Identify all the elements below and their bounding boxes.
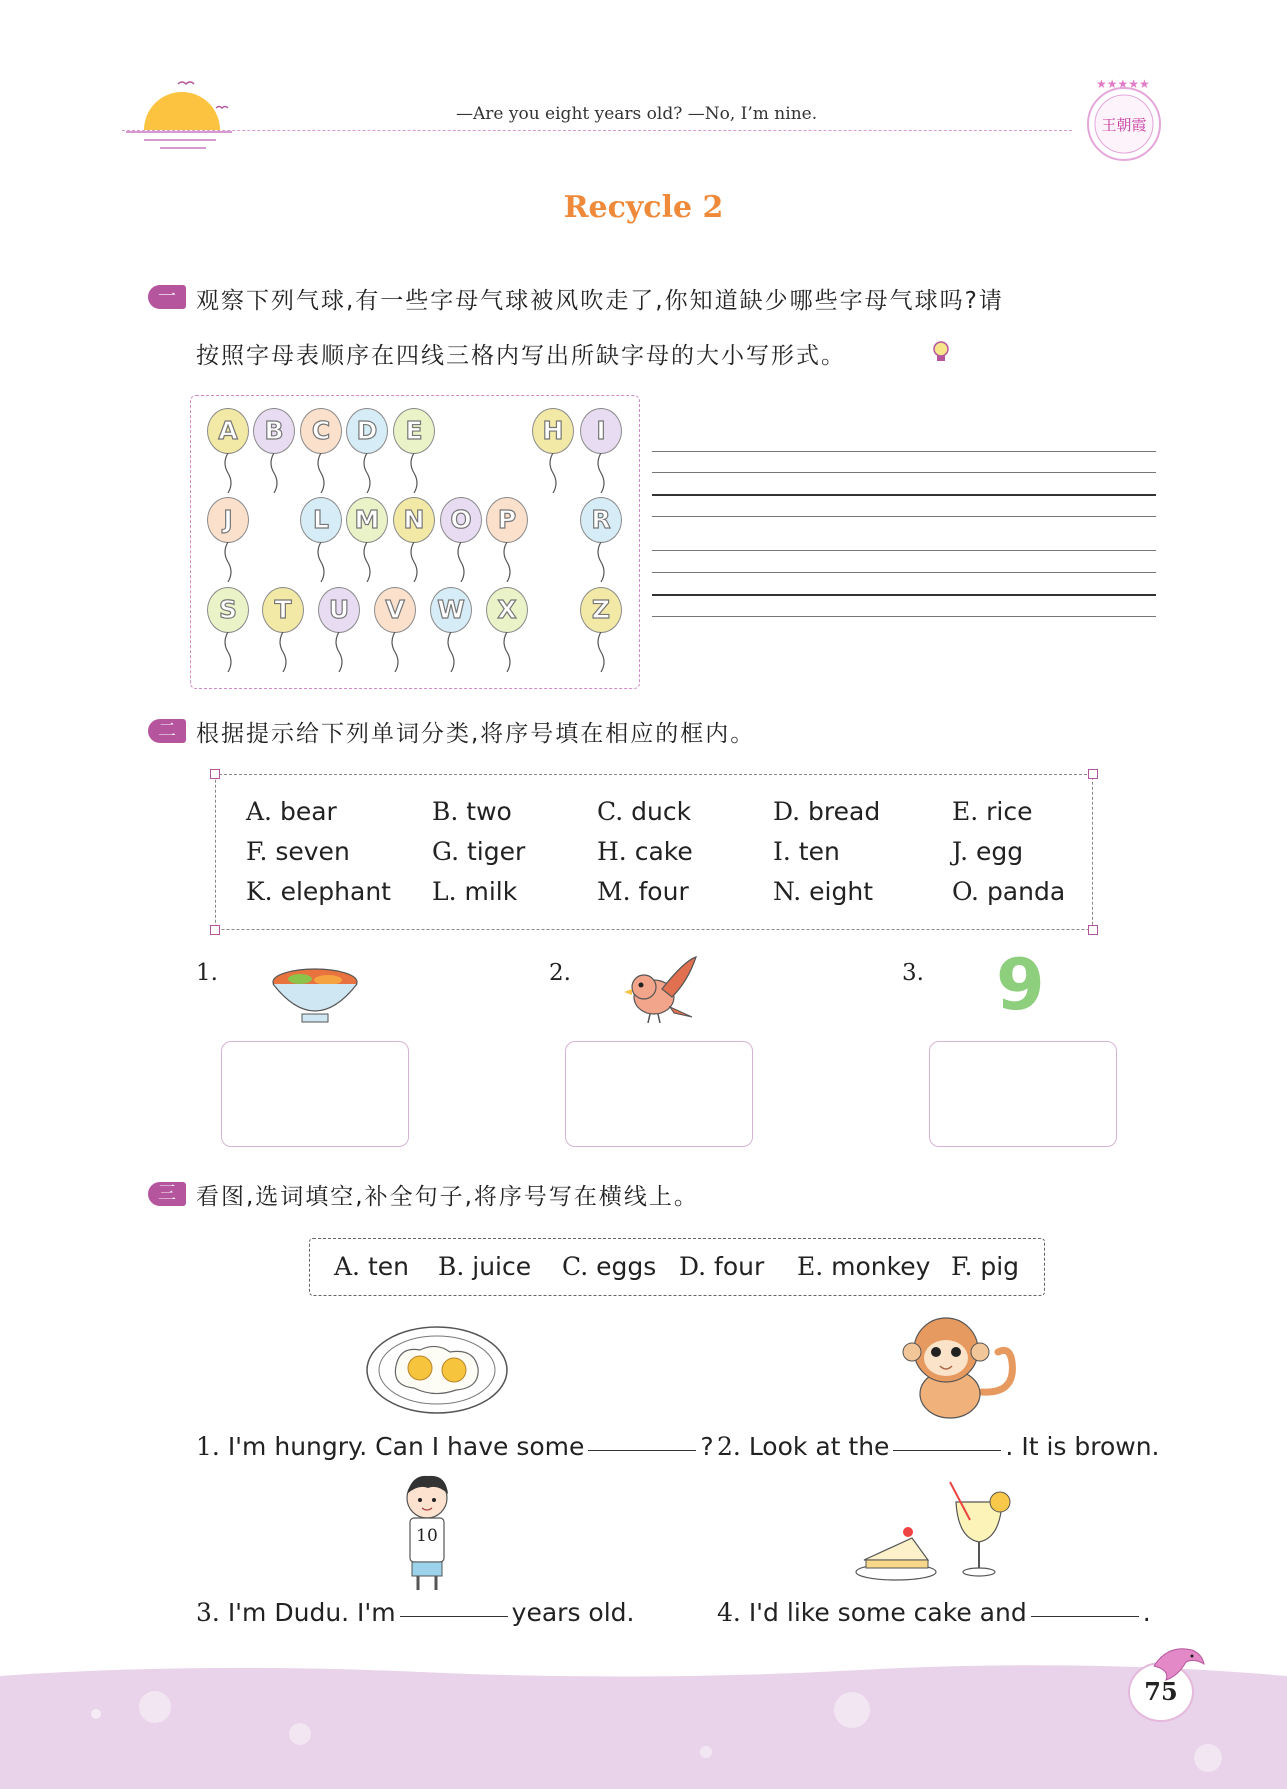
category-1-number: 1.: [196, 960, 218, 986]
word-option-eight: [773, 877, 873, 906]
balloon-string: [357, 453, 377, 493]
section-1-instruction-line-2: 按照字母表顺序在四线三格内写出所缺字母的大小写形式。: [196, 343, 846, 369]
option-word: cake: [634, 837, 693, 866]
writing-line[interactable]: [652, 451, 1156, 452]
sentence-text-after: .: [1142, 1598, 1151, 1627]
word-option-four: [597, 877, 689, 906]
balloon-a: A: [207, 408, 249, 454]
writing-line[interactable]: [652, 572, 1156, 573]
word-option-elephant: [246, 877, 391, 906]
sentence-text-before: Look at the: [748, 1432, 890, 1461]
balloon-string: [311, 542, 331, 582]
balloon-string: [218, 632, 238, 672]
option-word: elephant: [280, 877, 391, 906]
option-word: rice: [986, 797, 1033, 826]
balloon-l: L: [300, 497, 342, 543]
balloon-string: [357, 542, 377, 582]
category-1-answer-box[interactable]: [221, 1041, 409, 1147]
sentence-number: 1.: [196, 1432, 228, 1461]
writing-line[interactable]: [652, 594, 1156, 596]
option-word: seven: [275, 837, 350, 866]
balloon-e: E: [393, 408, 435, 454]
category-2-number: 2.: [549, 960, 571, 986]
publisher-logo: [1082, 78, 1166, 162]
answer-blank[interactable]: [1031, 1616, 1139, 1617]
balloon-j: J: [207, 497, 249, 543]
word-option-bear: [246, 797, 337, 826]
word-option-rice: [952, 797, 1033, 826]
sentence-number: 4.: [717, 1598, 749, 1627]
balloon-string: [273, 632, 293, 672]
sentence-3: [196, 1598, 634, 1627]
section-3-instruction: 看图,选词填空,补全句子,将序号写在横线上。: [196, 1184, 699, 1210]
balloon-o: O: [440, 497, 482, 543]
option-word: pig: [980, 1252, 1020, 1281]
option-letter: J.: [952, 837, 976, 866]
balloon-string: [497, 632, 517, 672]
page-number: 75: [1128, 1662, 1194, 1722]
option-letter: A.: [334, 1252, 368, 1281]
option-word: four: [638, 877, 689, 906]
option-letter: C.: [597, 797, 632, 826]
balloon-n: N: [393, 497, 435, 543]
corner-marker: [1088, 769, 1098, 779]
choice-bank: [309, 1238, 1045, 1296]
balloon-b: B: [253, 408, 295, 454]
balloon-string: [218, 542, 238, 582]
option-letter: C.: [562, 1252, 597, 1281]
balloon-x: X: [486, 587, 528, 633]
choice-option-four: [679, 1252, 764, 1281]
option-letter: D.: [773, 797, 809, 826]
word-option-milk: [432, 877, 517, 906]
option-letter: G.: [432, 837, 467, 866]
option-letter: N.: [773, 877, 810, 906]
word-option-duck: [597, 797, 691, 826]
sentence-text-after: years old.: [511, 1598, 635, 1627]
dolphin-icon: [1148, 1640, 1206, 1688]
bowl-of-food-icon: [270, 960, 360, 1028]
option-word: panda: [986, 877, 1066, 906]
svg-text:★★★★★: ★★★★★: [1096, 78, 1150, 91]
balloon-c: C: [300, 408, 342, 454]
corner-marker: [210, 925, 220, 935]
balloon-string: [404, 542, 424, 582]
category-3-answer-box[interactable]: [929, 1041, 1117, 1147]
option-letter: F.: [246, 837, 276, 866]
option-letter: M.: [597, 877, 639, 906]
boy-shirt-number: 10: [416, 1526, 438, 1546]
hint-bulb-icon: [930, 340, 952, 366]
option-letter: B.: [438, 1252, 473, 1281]
option-letter: I.: [773, 837, 799, 866]
monkey-icon: [890, 1312, 1020, 1422]
sentence-text-before: I'm Dudu. I'm: [227, 1598, 396, 1627]
writing-line[interactable]: [652, 472, 1156, 473]
writing-line[interactable]: [652, 550, 1156, 551]
option-word: monkey: [831, 1252, 931, 1281]
balloon-string: [591, 632, 611, 672]
sentence-text-before: I'd like some cake and: [748, 1598, 1027, 1627]
option-letter: D.: [679, 1252, 715, 1281]
balloon-string: [404, 453, 424, 493]
option-word: four: [714, 1252, 765, 1281]
category-2-answer-box[interactable]: [565, 1041, 753, 1147]
writing-line[interactable]: [652, 516, 1156, 517]
sentence-4: [717, 1598, 1151, 1627]
balloon-w: W: [430, 587, 472, 633]
answer-blank[interactable]: [893, 1450, 1001, 1451]
balloon-i: I: [580, 408, 622, 454]
balloon-string: [543, 453, 563, 493]
option-letter: K.: [246, 877, 281, 906]
sentence-number: 2.: [717, 1432, 749, 1461]
option-word: duck: [631, 797, 692, 826]
option-letter: O.: [952, 877, 987, 906]
balloon-s: S: [207, 587, 249, 633]
number-nine-icon: 9: [996, 944, 1045, 1026]
option-letter: A.: [246, 797, 280, 826]
balloon-string: [451, 542, 471, 582]
sentence-1: [196, 1432, 714, 1461]
balloon-string: [218, 453, 238, 493]
section-2-badge: 二: [148, 719, 186, 743]
balloon-string: [441, 632, 461, 672]
balloon-p: P: [486, 497, 528, 543]
answer-blank[interactable]: [400, 1616, 508, 1617]
cake-and-juice-icon: [852, 1480, 1012, 1586]
balloon-string: [311, 453, 331, 493]
word-option-cake: [597, 837, 693, 866]
word-option-bread: [773, 797, 880, 826]
option-word: bread: [808, 797, 881, 826]
sentence-text-after: . It is brown.: [1005, 1432, 1160, 1461]
option-word: bear: [279, 797, 337, 826]
choice-option-eggs: [562, 1252, 656, 1281]
corner-marker: [1088, 925, 1098, 935]
bird-icon: [618, 955, 700, 1027]
word-option-seven: [246, 837, 350, 866]
sentence-number: 3.: [196, 1598, 228, 1627]
writing-line[interactable]: [652, 616, 1156, 617]
option-letter: B.: [432, 797, 467, 826]
option-word: eight: [809, 877, 874, 906]
answer-blank[interactable]: [588, 1450, 696, 1451]
sentence-2: [717, 1432, 1160, 1461]
section-1-instruction-line-1: 观察下列气球,有一些字母气球被风吹走了,你知道缺少哪些字母气球吗?请: [196, 288, 1004, 314]
choice-option-monkey: [797, 1252, 930, 1281]
balloon-h: H: [532, 408, 574, 454]
sentence-text-before: I'm hungry. Can I have some: [227, 1432, 585, 1461]
balloon-string: [497, 542, 517, 582]
option-letter: E.: [952, 797, 987, 826]
option-letter: F.: [951, 1252, 981, 1281]
category-3-number: 3.: [902, 960, 924, 986]
balloon-string: [264, 453, 284, 493]
option-word: eggs: [596, 1252, 657, 1281]
word-option-panda: [952, 877, 1065, 906]
choice-option-ten: [334, 1252, 409, 1281]
word-option-ten: [773, 837, 840, 866]
option-letter: L.: [432, 877, 465, 906]
word-bank: [215, 774, 1093, 930]
option-letter: H.: [597, 837, 635, 866]
page-title: Recycle 2: [563, 190, 724, 225]
sentence-text-after: ?: [700, 1432, 714, 1461]
option-letter: E.: [797, 1252, 832, 1281]
option-word: milk: [464, 877, 518, 906]
option-word: egg: [975, 837, 1024, 866]
balloon-r: R: [580, 497, 622, 543]
balloon-z: Z: [580, 587, 622, 633]
option-word: juice: [472, 1252, 532, 1281]
balloon-string: [591, 542, 611, 582]
word-option-two: [432, 797, 512, 826]
balloon-string: [329, 632, 349, 672]
balloon-v: V: [374, 587, 416, 633]
option-word: ten: [367, 1252, 409, 1281]
writing-line[interactable]: [652, 494, 1156, 496]
corner-marker: [210, 769, 220, 779]
word-option-tiger: [432, 837, 525, 866]
balloon-string: [591, 453, 611, 493]
sun-decoration-icon: [120, 74, 240, 154]
choice-option-pig: [951, 1252, 1019, 1281]
section-2-instruction: 根据提示给下列单词分类,将序号填在相应的框内。: [196, 721, 756, 747]
balloon-u: U: [318, 587, 360, 633]
balloon-m: M: [346, 497, 388, 543]
choice-option-juice: [438, 1252, 531, 1281]
balloon-t: T: [262, 587, 304, 633]
footer-wave: [0, 1662, 1287, 1789]
header-subtitle: —Are you eight years old? —No, I’m nine.: [456, 104, 818, 124]
balloon-string: [385, 632, 405, 672]
section-1-badge: 一: [148, 285, 186, 309]
word-option-egg: [952, 837, 1023, 866]
eggs-plate-icon: [364, 1324, 510, 1416]
balloon-d: D: [346, 408, 388, 454]
option-word: two: [466, 797, 512, 826]
header-divider: [122, 130, 1072, 131]
option-word: ten: [798, 837, 840, 866]
option-word: tiger: [466, 837, 526, 866]
section-3-badge: 三: [148, 1182, 186, 1206]
logo-text: 王朝霞: [1101, 116, 1147, 134]
